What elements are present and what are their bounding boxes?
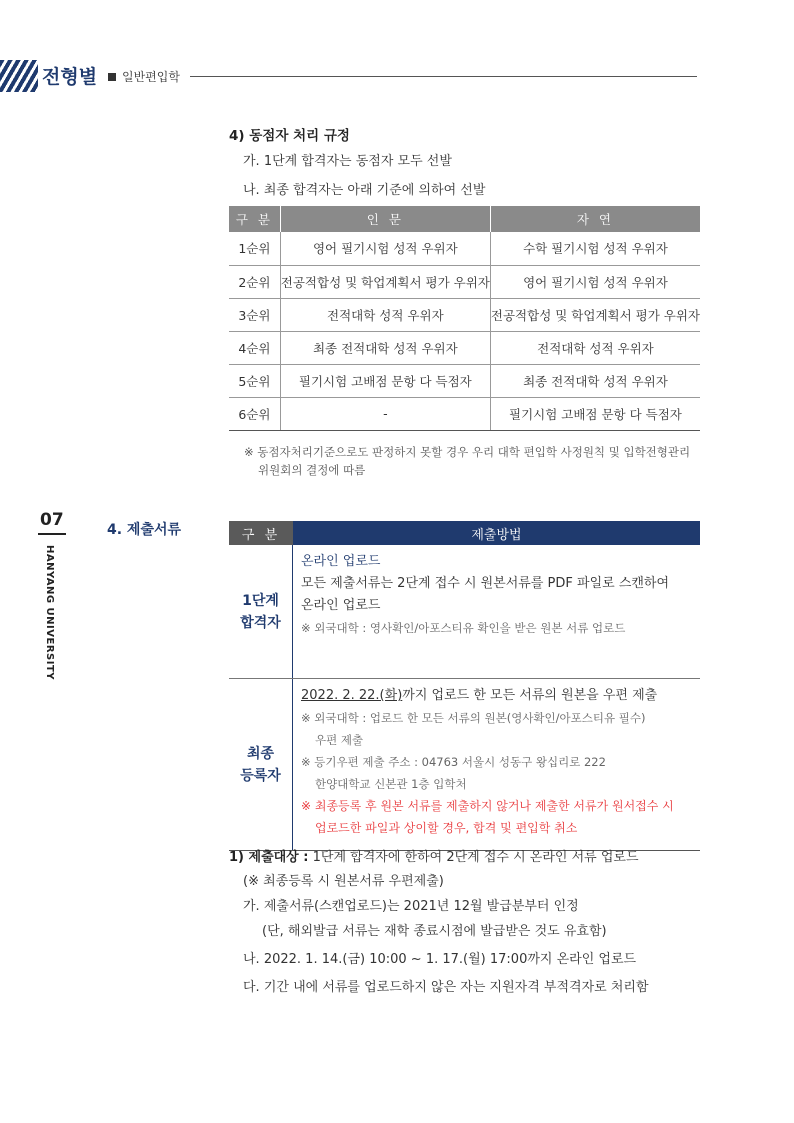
stage1-label-line1: 1단계 (242, 592, 279, 609)
final-note2b: 한양대학교 신본관 1층 입학처 (315, 777, 467, 791)
submission-header-category: 구 분 (229, 521, 293, 545)
humanities-cell: 전공적합성 및 학업계획서 평가 우위자 (280, 265, 490, 298)
submission-table (229, 521, 700, 851)
final-line1-rest: 까지 업로드 한 모든 서류의 원본을 우편 제출 (402, 688, 658, 703)
header-subtitle (108, 68, 180, 85)
stage1-title: 온라인 업로드 (301, 554, 381, 569)
humanities-cell: 전적대학 성적 우위자 (280, 298, 490, 331)
stage1-note: ※ 외국대학 : 영사확인/아포스티유 확인을 받은 원본 서류 업로드 (301, 621, 626, 635)
page-number: 07 (40, 510, 64, 530)
humanities-cell: 영어 필기시험 성적 우위자 (280, 232, 490, 265)
submission-header-method: 제출방법 (293, 521, 700, 545)
submission-item-c: 다. 기간 내에 서류를 업로드하지 않은 자는 지원자격 부적격자로 처리함 (243, 980, 649, 995)
humanities-cell: 필기시험 고배점 문항 다 득점자 (280, 364, 490, 397)
header-title: 전형별 (42, 66, 98, 88)
square-bullet-icon (108, 73, 116, 81)
sciences-cell: 전적대학 성적 우위자 (490, 331, 700, 364)
submission-item-b: 나. 2022. 1. 14.(금) 10:00 ~ 1. 17.(월) 17:00까지 온라인 업로드 (243, 952, 637, 967)
header-stripe-decoration (0, 60, 38, 92)
tie-rule-b: 나. 최종 합격자는 아래 기준에 의하여 선발 (243, 183, 486, 198)
sciences-cell: 수학 필기시험 성적 우위자 (490, 232, 700, 265)
tie-rule-a: 가. 1단계 합격자는 동점자 모두 선발 (243, 154, 452, 169)
tie-rules-note-line1: ※ 동점자처리기준으로도 판정하지 못할 경우 우리 대학 편입학 사정원칙 및 입학전형관리 (244, 445, 691, 459)
tie-rules-note-line2: 위원회의 결정에 따름 (258, 463, 366, 477)
table-row (229, 331, 700, 364)
final-note2a: ※ 등기우편 제출 주소 : 04763 서울시 성동구 왕십리로 222 (301, 755, 606, 769)
submission-item-a: 가. 제출서류(스캔업로드)는 2021년 12월 발급분부터 인정 (243, 899, 579, 914)
final-label-line1: 최종 (246, 745, 275, 762)
stage1-content (293, 545, 700, 678)
header-subtitle-text: 일반편입학 (122, 70, 180, 84)
rank-cell: 2순위 (229, 265, 280, 298)
table-row (229, 298, 700, 331)
final-label-line2: 등록자 (240, 767, 281, 784)
final-note1b: 우편 제출 (315, 733, 364, 747)
final-content (293, 679, 700, 850)
sciences-cell: 최종 전적대학 성적 우위자 (490, 364, 700, 397)
rank-cell: 1순위 (229, 232, 280, 265)
final-line1 (301, 685, 700, 707)
sciences-cell: 전공적합성 및 학업계획서 평가 우위자 (490, 298, 700, 331)
final-warning-b: 업로드한 파일과 상이할 경우, 합격 및 편입학 취소 (315, 821, 578, 835)
submission-target-label: 1) 제출대상 : (229, 850, 309, 865)
section-heading: 4. 제출서류 (107, 522, 182, 538)
tie-rules-title: 4) 동점자 처리 규정 (229, 128, 350, 144)
submission-row-final (229, 679, 700, 851)
table-row (229, 232, 700, 265)
sciences-cell: 영어 필기시험 성적 우위자 (490, 265, 700, 298)
final-label (229, 679, 293, 850)
rank-cell: 6순위 (229, 397, 280, 430)
table-row (229, 265, 700, 298)
page-number-underline (38, 533, 66, 535)
submission-row-stage1 (229, 545, 700, 679)
side-university-label: HANYANG UNIVERSITY (44, 545, 55, 681)
header-rule (190, 76, 697, 77)
table-row (229, 397, 700, 430)
final-note1a: ※ 외국대학 : 업로드 한 모든 서류의 원본(영사확인/아포스티유 필수) (301, 711, 646, 725)
rank-cell: 3순위 (229, 298, 280, 331)
stage1-label-line2: 합격자 (240, 614, 281, 631)
table-row (229, 364, 700, 397)
rank-cell: 4순위 (229, 331, 280, 364)
table-header-sciences: 자 연 (490, 206, 700, 232)
table-header-humanities: 인 문 (280, 206, 490, 232)
table-header-category: 구 분 (229, 206, 280, 232)
table-header-row (229, 206, 700, 232)
stage1-line2: 온라인 업로드 (301, 598, 381, 613)
final-date: 2022. 2. 22.(화) (301, 688, 403, 703)
stage1-label (229, 545, 293, 678)
sciences-cell: 필기시험 고배점 문항 다 득점자 (490, 397, 700, 430)
tie-rules-note (244, 443, 704, 479)
submission-item-a2: (단, 해외발급 서류는 재학 종료시점에 발급받은 것도 유효함) (262, 924, 607, 939)
final-warning-a: ※ 최종등록 후 원본 서류를 제출하지 않거나 제출한 서류가 원서접수 시 (301, 799, 674, 813)
humanities-cell: 최종 전적대학 성적 우위자 (280, 331, 490, 364)
submission-target (229, 846, 639, 865)
stage1-line1: 모든 제출서류는 2단계 접수 시 원본서류를 PDF 파일로 스캔하여 (301, 576, 670, 591)
humanities-cell: - (280, 397, 490, 430)
submission-paren: (※ 최종등록 시 원본서류 우편제출) (243, 874, 444, 889)
submission-table-header (229, 521, 700, 545)
rank-cell: 5순위 (229, 364, 280, 397)
submission-target-text: 1단계 합격자에 한하여 2단계 접수 시 온라인 서류 업로드 (312, 850, 639, 865)
tie-break-table (229, 206, 700, 431)
